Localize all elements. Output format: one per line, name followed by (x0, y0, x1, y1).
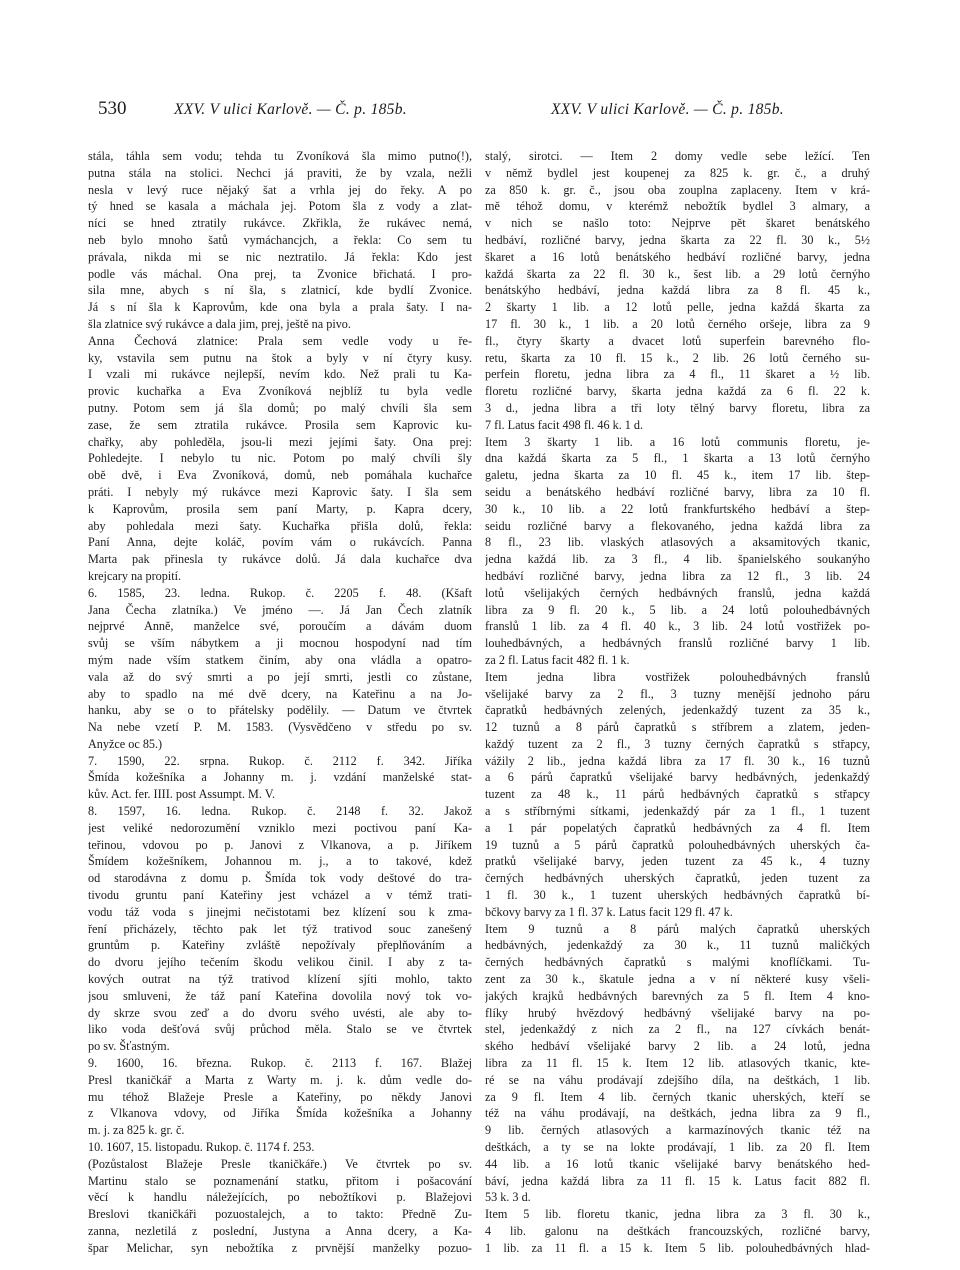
text-line: právala, nikda mi se nic neztratilo. Já řekla: Kdo jest (88, 249, 472, 264)
text-line: 3 d., jedna libra a tři loty tělný barvy floretu, libra za (485, 400, 870, 415)
text-line: 30 k., 10 lib. a 22 lotů frankfurtského hedbáví a štep- (485, 501, 870, 516)
text-line: tuzent za 48 k., 11 párů hedbávných čapratků s střapcy (485, 787, 870, 802)
text-line: franslů 1 lib. za 4 fl. 40 k., 3 lib. 24 lotů vostřižek po- (485, 619, 870, 634)
text-line: podle vás máchal. Ona prej, ta Zvonice břichatá. I pro- (88, 266, 472, 281)
text-line: lotů všelijakých černých hedbávných franslů, jedna každá (485, 585, 870, 600)
text-line: aby pohledala mezi šaty. Kuchařka přišla dolů, řekla: (88, 518, 472, 533)
text-line: retu, škarta za 10 fl. 15 k., 2 lib. 26 lotů černého su- (485, 350, 870, 365)
text-line: Item 5 lib. floretu tkanic, jedna libra za 3 fl. 30 k., (485, 1207, 870, 1222)
text-line: černých hedbávných uherských čapratků, jeden tuzent za (485, 871, 870, 886)
text-line: též na váhu prodávají, na deštkách, jedna libra za 9 fl., (485, 1106, 870, 1121)
text-line: ré se na váhu prodávají zdejšího díla, na deštkách, 1 lib. (485, 1072, 870, 1087)
right-column (485, 148, 870, 1257)
running-title-right: XXV. V ulici Karlově. — Č. p. 185b. (551, 101, 784, 118)
text-line: Marta pak přinesla ty rukávce dolů. Já dala kuchařce dva (88, 552, 472, 567)
text-line: 53 k. 3 d. (485, 1190, 531, 1205)
text-line: Anyžce oc 85.) (88, 736, 163, 751)
text-line: krejcary na propití. (88, 568, 182, 583)
text-line: fl., čtyry škarty a dvacet lotů superfein barevného flo- (485, 333, 870, 348)
text-line: jedna každá lib. za 3 fl., 4 lib. španielského soukanýho (485, 552, 870, 567)
text-line: kových outrat na týž trativod klízení sjíti mohlo, takto (88, 972, 472, 987)
text-line: Jana Čecha zlatníka.) Ve jméno —. Já Jan Čech zlatník (88, 602, 472, 617)
text-line: nejprvé Anně, manželce své, poroučím a dávám duom (88, 619, 472, 634)
text-line: ření přicházely, těchto pak let týž trativod souc zanešený (88, 921, 472, 936)
text-line: dna každá škarta za 5 fl., 1 škarta a 13 lotů černýho (485, 451, 870, 466)
text-line: seidu rozličné barvy a flekovaného, jedna každá libra za (485, 518, 870, 533)
text-line: stel, jedenkaždý z nich za 2 fl., na 127 cívkách benát- (485, 1022, 870, 1037)
text-line: Paní Anna, dejte koláč, povím vám o rukávcích. Panna (88, 535, 472, 550)
text-line: každý tuzent za 2 fl., 3 tuzny černých čapratků s střapcy, (485, 736, 870, 751)
text-line: za 850 k. gr. č., jsou oba zouplna zaplaceny. Item v krá- (485, 182, 870, 197)
text-line: jsou smluveni, že táž paní Kateřina dovolila nový tok vo- (88, 988, 472, 1003)
text-line: hedbáví rozličné barvy, jedna libra za 12 fl., 3 lib. 24 (485, 568, 870, 583)
text-line: zase, že sem ztratila rukávce. Prosila sem Kaprovic ku- (88, 417, 472, 432)
text-line: sila mne, abych s ní šla, s zlatnicí, kde bydlí Zvonice. (88, 283, 472, 298)
text-line: provic kuchařka a Eva Zvoníková nejblíž tu byla vedle (88, 384, 472, 399)
text-line: z Vlkanova vdovy, od Jiříka Šmída kožešníka a Johanny (88, 1106, 472, 1121)
text-line: Item jedna libra vostřižek polouhedbávných franslů (485, 669, 870, 684)
text-line: 17 fl. 30 k., 1 lib. a 20 lotů černého oršeje, libra za 9 (485, 316, 870, 331)
text-line: benátskýho hedbáví, jedna každá libra za 8 fl. 45 k., (485, 283, 870, 298)
text-line: mým nade vším statkem činím, aby ona vládla a opatro- (88, 652, 472, 667)
text-line: bčkovy barvy za 1 fl. 37 k. Latus facit 129 fl. 47 k. (485, 904, 733, 919)
text-line: putna stála na stolici. Nechci já praviti, že by vzala, nežli (88, 165, 472, 180)
text-line: každá škarta za 22 fl. 30 k., šest lib. a 29 lotů černýho (485, 266, 870, 281)
text-line: k Kaprovům, prosila sem paní Marty, p. Kapra dcery, (88, 501, 472, 516)
text-line: tý hned se kasala a máchala jej. Potom šla z vody a zlat- (88, 199, 472, 214)
text-line: vodu táž voda s jinejmi nečistotami bez klízení sou k zma- (88, 904, 472, 919)
text-line: deštkách, a ty se na lokte prodávají, 1 lib. za 20 fl. Item (485, 1140, 870, 1155)
text-line: níci se hned ztratily rukávce. Zkřikla, že rukávec nemá, (88, 216, 472, 231)
text-line: floretu rozličné barvy, škarta jedna každá za 6 fl. 22 k. (485, 384, 870, 399)
text-line: libra za 9 fl. 20 k., 5 lib. a 24 lotů polouhedbávných (485, 602, 870, 617)
text-line: dy skrze svou zeď a do dvoru svého uvésti, ale aby to- (88, 1005, 472, 1020)
left-column (88, 148, 472, 1257)
text-line: ky, vstavila sem putnu na štok a byly v ní čtyry kusy. (88, 350, 472, 365)
text-line: Item 9 tuznů a 8 párů malých čapratků uherských (485, 921, 870, 936)
text-line: Presl tkaničkář a Marta z Warty m. j. k. dům vedle do- (88, 1072, 472, 1087)
text-line: 2 škarty 1 lib. a 12 lotů pelle, jedna každá škarta za (485, 300, 870, 315)
text-line: zanna, nezletilá z poslední, Justyna a Anna dcery, a Ka- (88, 1224, 472, 1238)
text-line: liko voda dešťová svůj průchod měla. Stalo se ve čtvrtek (88, 1022, 472, 1037)
text-line: svůj se vším nábytkem a ji mocnou hospodyní nad tím (88, 636, 472, 651)
text-line: ského hedbáví všelijaké barvy 2 lib. a 24 lotů, jedna (485, 1039, 870, 1054)
text-line: kův. Act. fer. IIII. post Assumpt. M. V. (88, 787, 275, 802)
text-line: zent za 30 k., škatule jedna a v ní některé kusy všeli- (485, 972, 870, 987)
text-line: a 6 párů čapratků všelijaké barvy hedbávných, jedenkaždý (485, 770, 870, 785)
running-header (0, 98, 960, 124)
text-line: a s stříbrnými sítkami, jedenkaždý pár za 1 fl., 1 tuzent (485, 804, 870, 819)
text-line: báví, jedna každá libra za 11 fl. 15 k. Latus facit 882 fl. (485, 1173, 870, 1188)
text-line: neb bylo mnoho šatů vymáchancjch, a řekla: Co sem tu (88, 232, 472, 247)
text-line: Šmída kožešníka a Johanny m. j. vzdání manželské stat- (88, 770, 472, 785)
text-line: perfein floretu, jedna libra za 4 fl., 11 škaret a ½ lib. (485, 367, 870, 382)
text-line: škaret a 16 lotů benátského hedbáví rozličné barvy, jedna (485, 249, 870, 264)
text-line: věcí k handlu náležejících, po nebožtíkovi p. Blažejovi (88, 1190, 472, 1205)
text-line: Na nebe vzetí P. M. 1583. (Vysvědčeno v středu po sv. (88, 720, 472, 735)
page-number: 530 (98, 98, 127, 119)
text-line: stalý, sirotci. — Item 2 domy vedle sebe ležící. Ten (485, 149, 870, 163)
text-line: flíky hrubý hvězdový hedbávný všelijaké barvy na po- (485, 1005, 870, 1020)
text-line: Anna Čechová zlatnice: Prala sem vedle vody u ře- (88, 333, 472, 348)
text-line: stála, táhla sem vodu; tehda tu Zvoníková šla mimo putno(!), (88, 149, 472, 163)
text-line: teřinou, vdovou po p. Janovi z Vlkanova, a p. Jiříkem (88, 837, 472, 852)
text-line: libra za 11 fl. 15 k. Item 12 lib. atlasových tkanic, kte- (485, 1056, 870, 1071)
text-line: nesla v levý ruce nějaký šat a vrhla jej do řeky. A po (88, 182, 472, 197)
text-line: mě téhož domu, v kterémž nebožtík bydlel 3 almary, a (485, 199, 870, 214)
text-line: 1 lib. za 11 fl. a 15 k. Item 5 lib. polouhedbávných hlad- (485, 1240, 870, 1255)
text-line: hedbáví, rozličné barvy, jedna škarta za 22 fl. 30 k., 5½ (485, 232, 870, 247)
text-line: vala až do svý smrti a po její smrti, jestli co zůstane, (88, 669, 472, 684)
text-line: 1 fl. 30 k., 1 tuzent uherských hedbávných čapratků bí- (485, 888, 870, 903)
text-line: 4 lib. galonu na deštkách francouzských, rozličné barvy, (485, 1224, 870, 1238)
text-line: Šmídem kožešníkem, Johannou m. j., a to takové, kdež (88, 854, 472, 869)
text-line: 9. 1600, 16. března. Rukop. č. 2113 f. 167. Blažej (88, 1056, 472, 1071)
text-line: mu téhož Blažeje Presle a Kateřiny, po někdy Janovi (88, 1089, 472, 1104)
text-line: louhedbávných, a hedbávných franslů rozličné barvy 1 lib. (485, 636, 870, 651)
text-line: I vzali mi rukávce nejlepší, nevím kdo. Než prali tu Ka- (88, 367, 472, 382)
text-line: 44 lib. a 16 lotů tkanic všelijaké barvy benátského hed- (485, 1156, 870, 1171)
text-line: všelijaké barvy za 2 fl., 3 tuzny menější jednoho páru (485, 686, 870, 701)
text-line: špar Melichar, syn nebožtíka z prvnější manželky pozuo- (88, 1240, 472, 1255)
running-title-left: XXV. V ulici Karlově. — Č. p. 185b. (174, 101, 407, 118)
text-line: Martinu stalo se poznamenání statku, přitom i pošacování (88, 1173, 472, 1188)
text-line: šla zlatnice svý rukávce a dala jim, prej, ještě na pivo. (88, 316, 351, 331)
text-line: vážily 2 lib., jedna každá libra za 17 fl. 30 k., 16 tuznů (485, 753, 870, 768)
text-line: (Pozůstalost Blažeje Presle tkaničkáře.) Ve čtvrtek po sv. (88, 1156, 472, 1171)
text-line: po sv. Šťastným. (88, 1039, 170, 1054)
text-line: 7 fl. Latus facit 498 fl. 46 k. 1 d. (485, 417, 644, 432)
text-line: a 1 pár popelatých čapratků hedbávných za 4 fl. Item (485, 820, 870, 835)
text-line: čapratků hedbávných zelených, jedenkaždý tuzent za 35 k., (485, 703, 870, 718)
text-line: seidu a benátského hedbáví rozličné barvy, libra za 10 fl. (485, 484, 870, 499)
text-line: Pohledejte. I nebylo tu nic. Potom po malý chvíli šly (88, 451, 472, 466)
text-line: 19 tuznů a 5 párů čapratků polouhedbávných uherských ča- (485, 837, 870, 852)
text-line: obě dvě, i Eva Zvoníková, domů, neb pomáhala kuchařce (88, 468, 472, 483)
text-line: v nich se našlo toto: Nejprve pět škaret benátského (485, 216, 870, 231)
text-line: jest veliké nedorozumění vzniklo mezi poctivou paní Ka- (88, 820, 472, 835)
text-line: hedbávných, jedenkaždý za 30 k., 11 tuznů maličkých (485, 938, 870, 953)
text-line: galetu, jedna škarta za 10 fl. 45 k., item 17 lib. štep- (485, 468, 870, 483)
text-line: do dvoru jejího tečením škodu velikou činil. I aby z ta- (88, 955, 472, 970)
text-line: 10. 1607, 15. listopadu. Rukop. č. 1174 f. 253. (88, 1140, 315, 1155)
text-line: 8. 1597, 16. ledna. Rukop. č. 2148 f. 32. Jakož (88, 804, 472, 819)
text-line: Breslovi tkaničkáři pozuostalejch, a to takto: Předně Zu- (88, 1207, 472, 1222)
text-line: chařky, aby pohleděla, jsou-li mezi jejími šaty. Ona prej: (88, 434, 472, 449)
text-line: gruntům p. Kateřiny zvláště nepožívaly přeplňováním a (88, 938, 472, 953)
text-line: 8 fl., 23 lib. vlaských atlasových a aksamitových tkanic, (485, 535, 870, 550)
text-line: za 9 fl. Item 4 lib. černých tkanic uherských, kteří se (485, 1089, 870, 1104)
text-line: černých hedbávných čapratků s malými knoflíčkami. Tu- (485, 955, 870, 970)
text-line: práti. I nebyly mý rukávce mezi Kaprovic šaty. I šla sem (88, 484, 472, 499)
text-line: 7. 1590, 22. srpna. Rukop. č. 2112 f. 342. Jiříka (88, 753, 472, 768)
text-line: 9 lib. černých atlasových a karmazínových tkanic též na (485, 1123, 870, 1138)
text-line: putny. Potom sem já šla domů; po malý chvíli šla sem (88, 400, 472, 415)
text-line: Item 3 škarty 1 lib. a 16 lotů communis floretu, je- (485, 434, 870, 449)
text-line: od starodávna z domu p. Šmída tok vody deštové do tra- (88, 871, 472, 886)
text-line: 6. 1585, 23. ledna. Rukop. č. 2205 f. 48. (Kšaft (88, 585, 472, 600)
text-line: m. j. za 825 k. gr. č. (88, 1123, 185, 1138)
text-line: Já s ní šla k Kaprovům, kde ona byla a prala šaty. I na- (88, 300, 472, 315)
text-line: v němž bydlel jest koupenej za 825 k. gr. č., a druhý (485, 165, 870, 180)
text-line: jakých krajků hedbávných barevných za 5 fl. Item 4 kno- (485, 988, 870, 1003)
text-line: aby to spadlo na mé dvě dcery, na Kateřinu a na Jo- (88, 686, 472, 701)
text-line: 12 tuznů a 8 párů čapratků s stříbrem a zlatem, jeden- (485, 720, 870, 735)
text-line: za 2 fl. Latus facit 482 fl. 1 k. (485, 652, 630, 667)
text-line: tivodu gruntu paní Kateřiny jest vcházel a v témž trati- (88, 888, 472, 903)
text-line: pratků všelijaké barvy, jeden tuzent za 45 k., 4 tuzny (485, 854, 870, 869)
text-line: hanku, aby se o to přátelsky podělily. — Datum ve čtvrtek (88, 703, 472, 718)
